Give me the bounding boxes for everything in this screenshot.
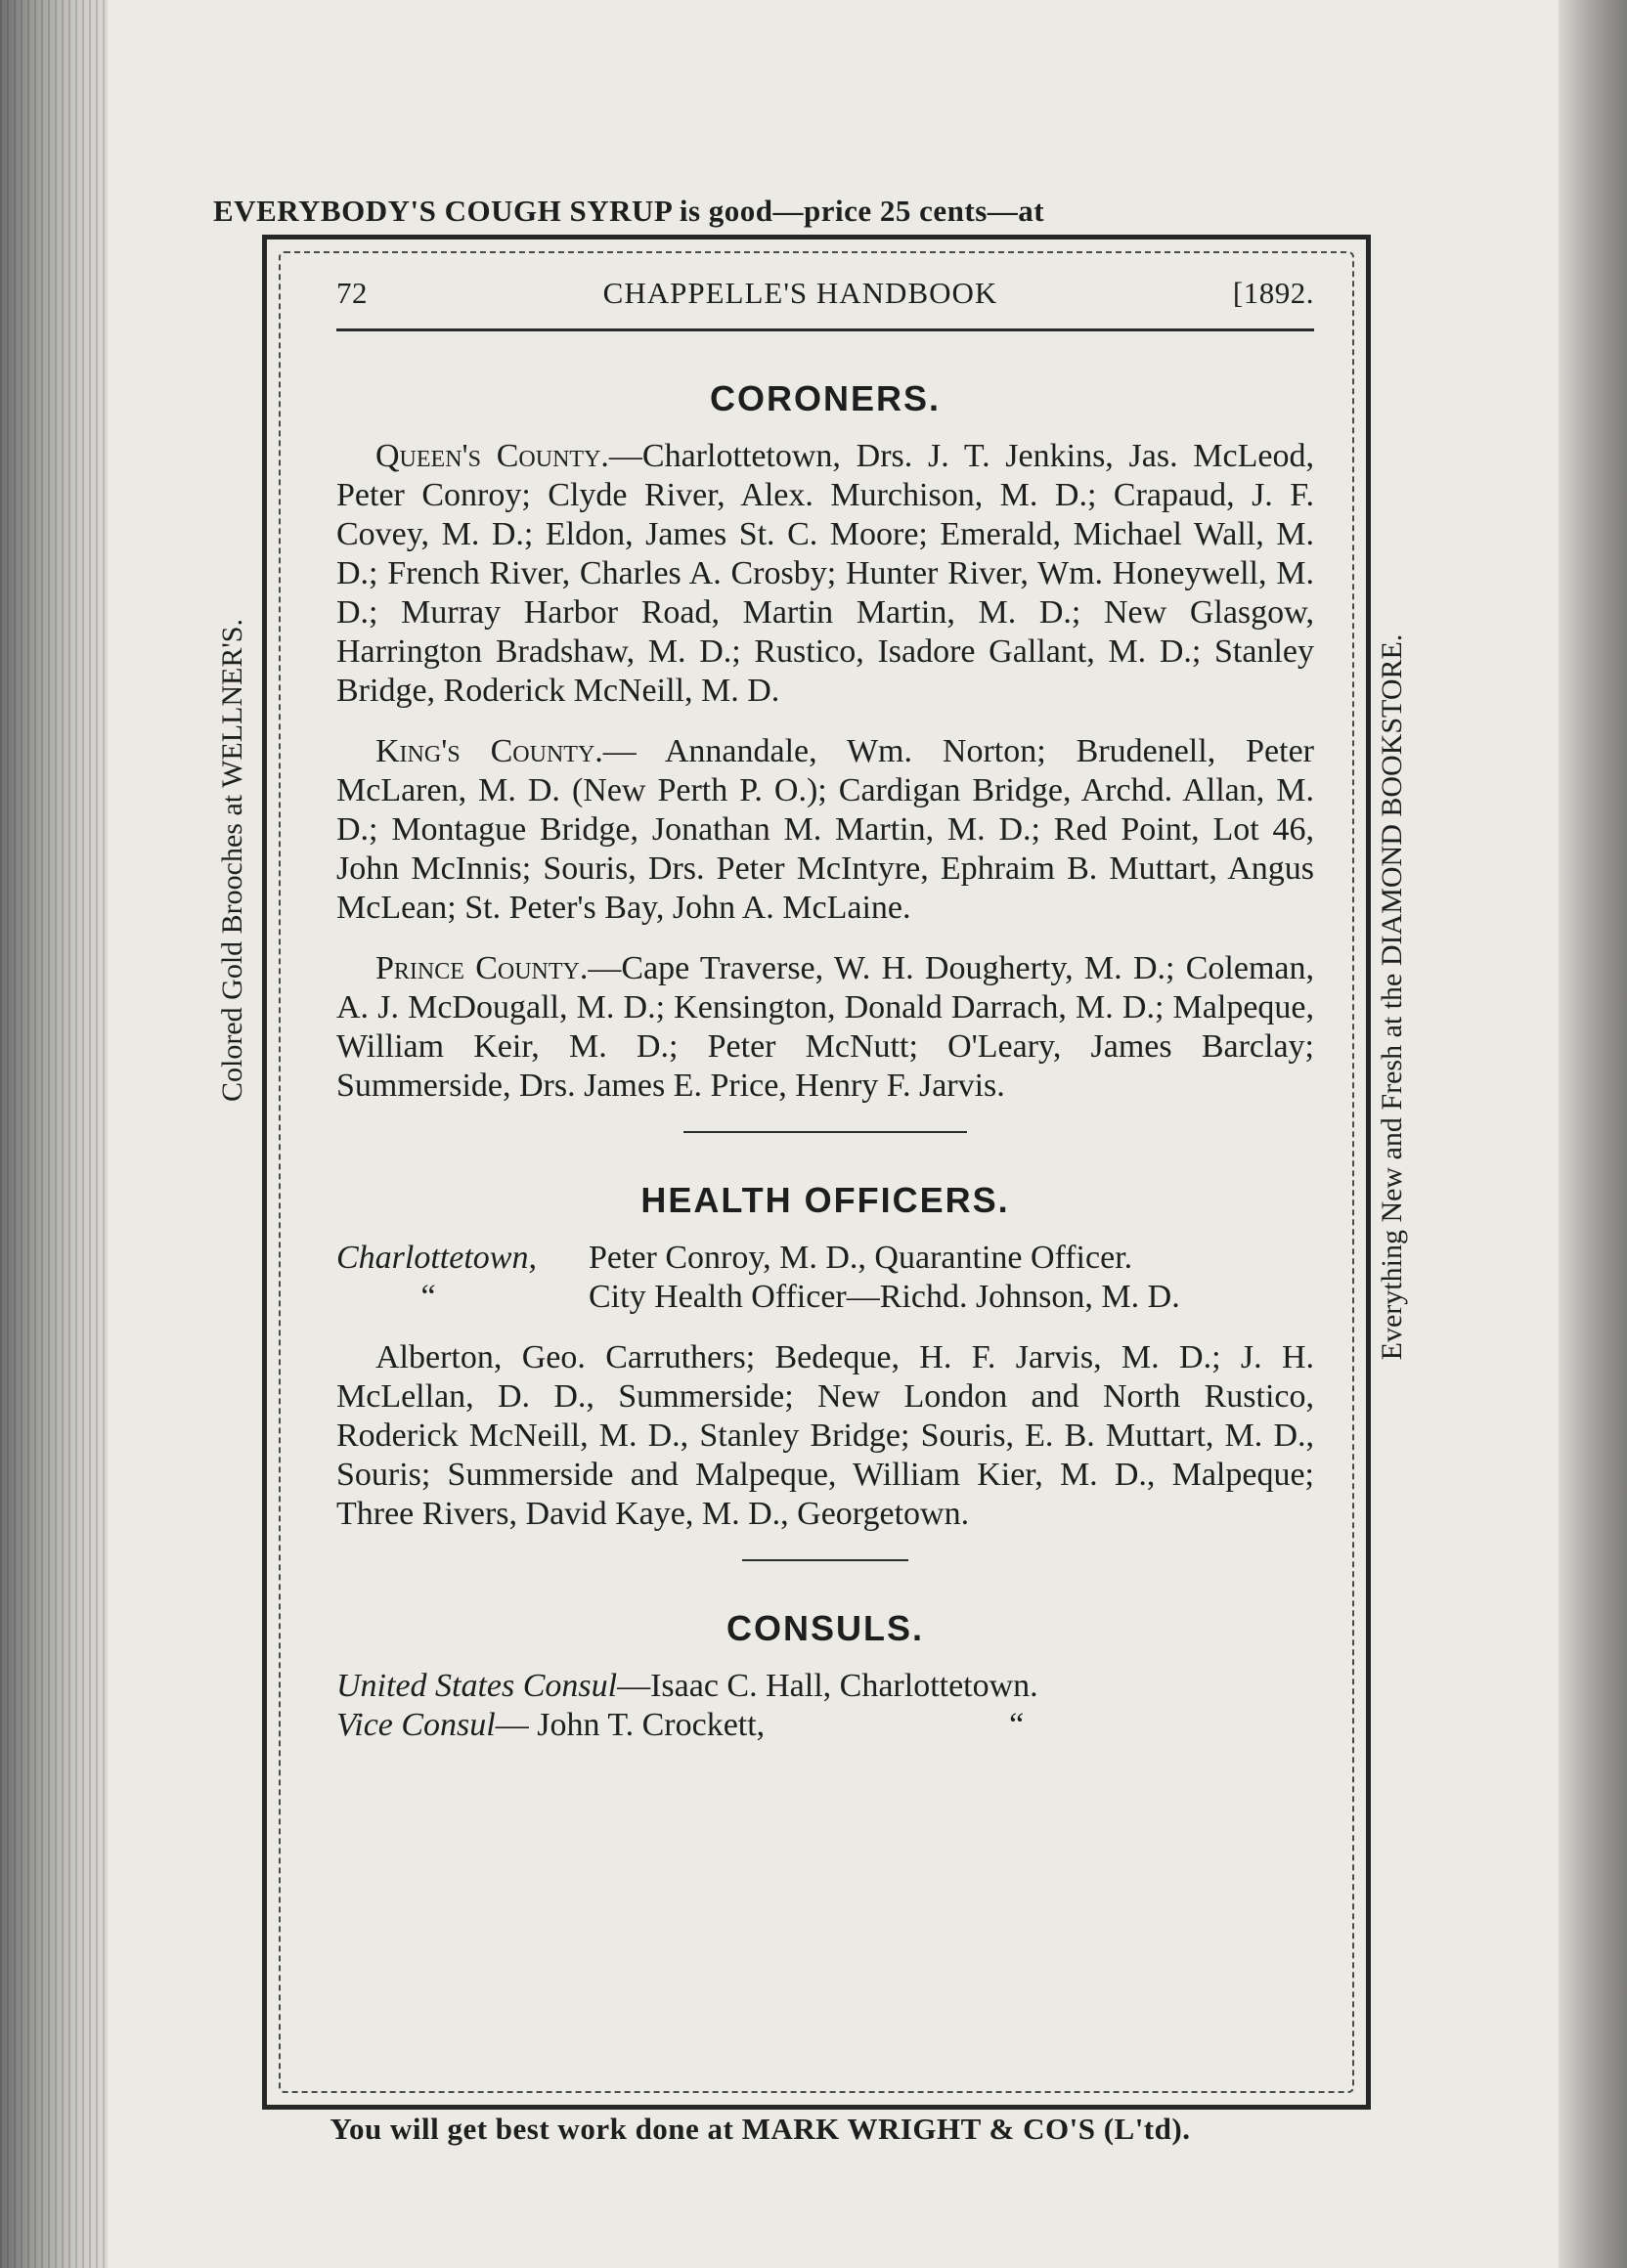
page-year: [1892.: [1232, 276, 1314, 310]
book-title: CHAPPELLE'S HANDBOOK: [602, 276, 998, 310]
left-margin-advertisement-text: Colored Gold Brooches at WELLNER'S.: [216, 619, 248, 1102]
health-officer-entry: City Health Officer—Richd. Johnson, M. D.: [589, 1279, 1180, 1315]
kings-county-text: — Annandale, Wm. Norton; Brudenell, Peter McLaren, M. D. (New Perth P. O.); Cardigan Bridge, Archd. Allan, M. D.; Montague Bridge, Jonathan M. Martin, M. D.; Red Point, Lot 46, John McInnis; Souris, Drs. Peter McIntyre, Ephraim B. Muttart, Angus McLean; St. Peter's Bay, John A. McLaine.: [336, 733, 1314, 926]
page-content: [336, 264, 1314, 1745]
consuls-heading: CONSULS.: [726, 1608, 924, 1648]
kings-county-label: King's County.: [375, 733, 603, 769]
running-head: [336, 276, 1314, 311]
prince-county-label: Prince County.: [375, 950, 589, 986]
consul-entry: [336, 1706, 1314, 1745]
consul-title: Vice Consul: [336, 1707, 496, 1743]
health-officer-row: [336, 1278, 1314, 1317]
health-officers-heading: HEALTH OFFICERS.: [640, 1180, 1010, 1220]
consul-entry: [336, 1667, 1314, 1706]
consul-name: — John T. Crockett,: [495, 1707, 766, 1743]
health-officer-place: Charlottetown,: [336, 1240, 537, 1276]
consul-title: United States Consul: [336, 1668, 618, 1704]
section-divider: [683, 1131, 967, 1133]
coroners-kings-county: [336, 732, 1314, 928]
consul-name: —Isaac C. Hall, Charlottetown.: [617, 1668, 1038, 1704]
queens-county-label: Queen's County.: [375, 438, 609, 474]
prince-county-text: —Cape Traverse, W. H. Dougherty, M. D.; Coleman, A. J. McDougall, M. D.; Kensington, Donald Darrach, M. D.; Malpeque, William Keir, M. D.; Peter McNutt; O'Leary, James Barclay; Summerside, Drs. James E. Price, Henry F. Jarvis.: [336, 950, 1314, 1104]
section-divider: [742, 1559, 908, 1561]
book-page-edges-right: [1559, 0, 1627, 2268]
ditto-mark: “: [420, 1279, 436, 1315]
book-page-edges-texture: [0, 0, 108, 2268]
health-officers-paragraph: Alberton, Geo. Carruthers; Bedeque, H. F. Jarvis, M. D.; J. H. McLellan, D. D., Summerside; New London and North Rustico, Roderick McNeill, M. D., Stanley Bridge; Souris, E. B. Muttart, M. D., Souris; Summerside and Malpeque, William Kier, M. D., Malpeque; Three Rivers, David Kaye, M. D., Georgetown.: [336, 1339, 1314, 1532]
health-officer-row: [336, 1239, 1314, 1278]
coroners-heading: CORONERS.: [709, 378, 942, 418]
coroners-queens-county: [336, 437, 1314, 711]
page-number: 72: [336, 276, 368, 310]
health-officer-entry: Peter Conroy, M. D., Quarantine Officer.: [589, 1240, 1133, 1276]
top-advertisement: EVERYBODY'S COUGH SYRUP is good—price 25 cents—at: [213, 194, 1045, 228]
ditto-mark: “: [1009, 1707, 1025, 1743]
coroners-prince-county: [336, 949, 1314, 1106]
bottom-advertisement: You will get best work done at MARK WRIGHT & CO'S (L'td).: [330, 2112, 1191, 2146]
right-margin-advertisement-text: Everything New and Fresh at the DIAMOND BOOKSTORE.: [1376, 633, 1408, 1361]
queens-county-text: —Charlottetown, Drs. J. T. Jenkins, Jas. McLeod, Peter Conroy; Clyde River, Alex. Murchison, M. D.; Crapaud, J. F. Covey, M. D.; Eldon, James St. C. Moore; Emerald, Michael Wall, M. D.; French River, Charles A. Crosby; Hunter River, Wm. Honeywell, M. D.; Murray Harbor Road, Martin Martin, M. D.; New Glasgow, Harrington Bradshaw, M. D.; Rustico, Isadore Gallant, M. D.; Stanley Bridge, Roderick McNeill, M. D.: [336, 438, 1314, 709]
header-rule: [336, 328, 1314, 331]
